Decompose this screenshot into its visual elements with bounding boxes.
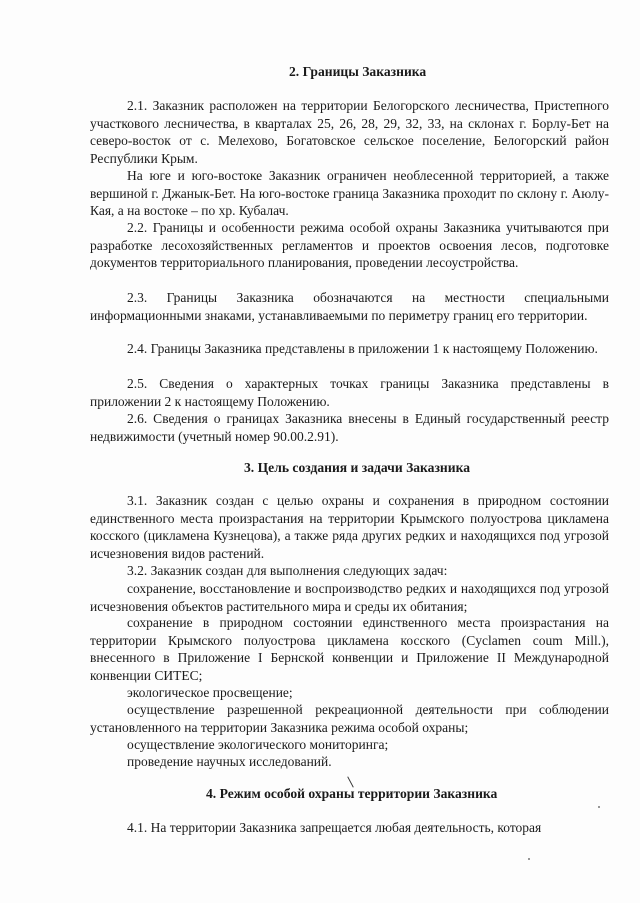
scan-speck [598, 806, 600, 808]
paragraph-2-1-cont: На юге и юго-востоке Заказник ограничен необлесенной территорией, а также вершиной г. Джанык-Бет. На юго-востоке граница Заказника проходит по склону г. Аюлу-Кая, а на востоке – по хр. Кубалач. [90, 168, 609, 219]
section-2-heading: 2. Границы Заказника [289, 64, 427, 79]
paragraph-2-4: 2.4. Границы Заказника представлены в приложении 1 к настоящему Положению. [127, 341, 598, 356]
paragraph-3-2: 3.2. Заказник создан для выполнения следующих задач: [127, 563, 448, 578]
section-4-heading: 4. Режим особой охраны территории Заказника [206, 786, 498, 801]
section-3-heading: 3. Цель создания и задачи Заказника [244, 460, 471, 475]
task-item-2: сохранение в природном состоянии единственного места произрастания на территории Крымского полуострова цикламена косского (Cyclamen coum Mill.), внесенного в Приложение I Бернской конвенции и Приложение II Международной конвенции СИТЕС; [90, 615, 609, 683]
paragraph-2-5: 2.5. Сведения о характерных точках границы Заказника представлены в приложении 2 к настоящему Положению. [90, 376, 609, 409]
task-item-5: осуществление экологического мониторинга; [127, 737, 389, 752]
paragraph-3-1: 3.1. Заказник создан с целью охраны и сохранения в природном состоянии единственного места произрастания на территории Крымского полуострова цикламена косского (цикламена Кузнецова), а также ряда других редких и находящихся под угрозой исчезновения видов растений. [90, 493, 609, 561]
paragraph-2-2: 2.2. Границы и особенности режима особой охраны Заказника учитываются при разработке лесохозяйственных регламентов и проектов освоения лесов, подготовке документов территориального планирования, проведении лесоустройства. [90, 220, 609, 271]
task-item-4: осуществление разрешенной рекреационной деятельности при соблюдении установленного на территории Заказника режима особой охраны; [90, 702, 609, 735]
task-item-6: проведение научных исследований. [127, 754, 332, 769]
paragraph-2-3: 2.3. Границы Заказника обозначаются на местности специальными информационными знаками, устанавливаемыми по периметру границ его территории. [90, 290, 609, 323]
paragraph-2-6: 2.6. Сведения о границах Заказника внесены в Единый государственный реестр недвижимости (учетный номер 90.00.2.91). [90, 411, 609, 444]
paragraph-4-1: 4.1. На территории Заказника запрещается любая деятельность, которая [127, 820, 542, 835]
paragraph-2-1: 2.1. Заказник расположен на территории Белогорского лесничества, Пристепного участкового лесничества, в кварталах 25, 26, 28, 29, 32, 33, на склонах г. Борлу-Бет на северо-восток от с. Мелехово, Богатовское сельское поселение, Белогорский район Республики Крым. [90, 98, 609, 166]
scan-speck [528, 858, 530, 860]
task-item-3: экологическое просвещение; [127, 685, 293, 700]
task-item-1: сохранение, восстановление и воспроизводство редких и находящихся под угрозой исчезновения объектов растительного мира и среды их обитания; [90, 581, 609, 614]
